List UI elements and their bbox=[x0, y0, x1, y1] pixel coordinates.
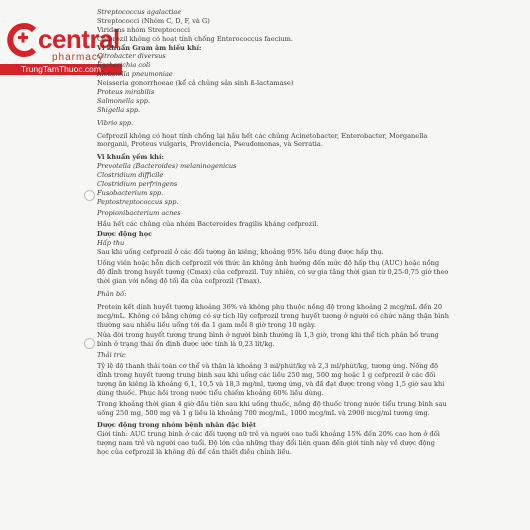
text-line: Escherichia coli bbox=[97, 61, 151, 70]
text-line: Hầu hết các chủng của nhóm Bacteroides fragilis kháng cefprozil. bbox=[97, 219, 319, 228]
punch-hole bbox=[84, 190, 95, 201]
text-line: Uống viên hoặc hỗn dịch cefprozil với thức ăn không ảnh hưởng đến mức độ hấp thụ (AUC) hoặc nồng bbox=[97, 259, 440, 268]
text-line: Hấp thu bbox=[97, 239, 125, 248]
text-line: Salmonella spp. bbox=[97, 96, 151, 105]
text-line: Cefprozil không có hoạt tính chống Enterococcus faecium. bbox=[97, 34, 294, 43]
text-line: tượng nam trẻ và người cao tuổi. Độ lớn của những thay đổi liên quan đến giới tính này về dược động bbox=[97, 439, 435, 448]
text-line: tượng ăn kiêng là khoảng 6,1, 10,5 và 18,3 mg/ml, tương ứng, và đã đạt được trong vòng 1,5 giờ sau khi bbox=[97, 379, 445, 388]
text-line: Streptococci (Nhóm C, D, F, và G) bbox=[97, 16, 210, 25]
text-line: Prevotella (Bacteroides) melaninogenicus bbox=[97, 162, 237, 171]
text-line: Vibrio spp. bbox=[97, 118, 134, 127]
logo-sub: pharmacy bbox=[52, 52, 104, 63]
text-line: Viridans nhóm Streptococci bbox=[97, 25, 190, 34]
text-line: mcg/mL. Không có bằng chứng có sự tích lũy cefprozil trong huyết tương ở người có chức năng thận bình bbox=[97, 311, 449, 320]
logo-mark-icon bbox=[6, 22, 40, 58]
text-line: dùng thuốc. Phục hồi trong nước tiểu chiếm khoảng 60% liều dùng. bbox=[97, 388, 324, 397]
text-line: Thải trừ: bbox=[97, 351, 127, 360]
text-line: độ đỉnh trong huyết tương (Cmax) của cefprozil. Tuy nhiên, có sự gia tăng thời gian từ 0,25-0,75 giờ theo bbox=[97, 268, 449, 277]
text-line: Propionibacterium acnes bbox=[97, 208, 181, 217]
punch-hole bbox=[84, 338, 95, 349]
text-line: Tỷ lệ độ thanh thải toàn cơ thể và thận là khoảng 3 ml/phút/kg và 2,3 ml/phút/kg, tương ứng. Nồng độ bbox=[97, 362, 439, 371]
text-line: morganii, Proteus vulgaris, Providencia, Pseudomonas, và Serratia. bbox=[97, 140, 323, 149]
text-line: Fusobacterium spp. bbox=[97, 188, 164, 197]
section-heading: Vi khuẩn Gram âm hiếu khí: bbox=[97, 43, 202, 52]
section-heading: Dược động trong nhóm bệnh nhân đặc biệt bbox=[97, 421, 256, 430]
document-text bbox=[97, 8, 517, 457]
section-heading: Dược động học bbox=[97, 230, 153, 239]
text-line: Sau khi uống cefprozil ở các đối tượng ăn kiêng, khoảng 95% liều dùng được hấp thụ. bbox=[97, 248, 384, 257]
text-line: Trong khoảng thời gian 4 giờ đầu tiên sau khi uống thuốc, nồng độ thuốc trong nước tiểu trung bình sau bbox=[97, 399, 447, 408]
text-line: Klebsiella pneumoniae bbox=[97, 70, 173, 79]
text-line: uống 250 mg, 500 mg và 1 g liều là khoảng 700 mcg/mL, 1000 mcg/mL và 2900 mcg/ml tương ứng. bbox=[97, 408, 430, 417]
text-line: Peptostreptococcus spp. bbox=[97, 197, 179, 206]
text-line: Cefprozil không có hoạt tính chống lại hầu hết các chủng Acinetobacter, Enterobacter, Morganella bbox=[97, 131, 428, 140]
section-heading: Vi khuẩn yếm khí: bbox=[97, 153, 164, 162]
text-line: Citrobacter diversus bbox=[97, 52, 166, 61]
text-line: Protein kết dính huyết tương khoảng 36% và không phụ thuộc nồng độ trong khoảng 2 mcg/mL đến 20 bbox=[97, 302, 443, 311]
text-line: Shigella spp. bbox=[97, 105, 141, 114]
text-line: Neisseria gonorrhoeae (kể cả chủng sản sinh ß-lactamase) bbox=[97, 79, 294, 88]
text-line: Giới tính: AUC trung bình ở các đối tượng nữ trẻ và người cao tuổi khoảng 15% đến 20% cao hơn ở đối bbox=[97, 430, 440, 439]
text-line: Streptococcus agalactiae bbox=[97, 8, 182, 16]
text-line: học của cefprozil là không đủ để cần thiết điều chỉnh liều. bbox=[97, 448, 292, 457]
text-line: Proteus mirabilis bbox=[97, 88, 155, 97]
text-line: thường sau nhiều liều uống tới đa 1 gam mỗi 8 giờ trong 10 ngày. bbox=[97, 320, 317, 329]
text-line: Clostridium perfringens bbox=[97, 180, 178, 189]
text-line: Phân bố: bbox=[97, 289, 127, 298]
text-line: Nửa đời trong huyết tương trung bình ở người bình thường là 1,3 giờ, trong khi thể tích phân bố trung bbox=[97, 331, 439, 340]
text-line: Clostridium difficile bbox=[97, 171, 164, 180]
text-line: bình ở trạng thái ổn định được ước tính là 0,23 lít/kg. bbox=[97, 340, 275, 349]
text-line: thời gian với nồng độ tối đa của cefprozil (Tmax). bbox=[97, 276, 262, 285]
logo-site-bar: TrungTamThuoc.com bbox=[0, 64, 122, 75]
text-line: đỉnh trong huyết tương trung bình sau khi uống các liều 250 mg, 500 mg hoặc 1 g cefprozil ở các đối bbox=[97, 370, 436, 379]
logo-word: central bbox=[38, 24, 120, 54]
